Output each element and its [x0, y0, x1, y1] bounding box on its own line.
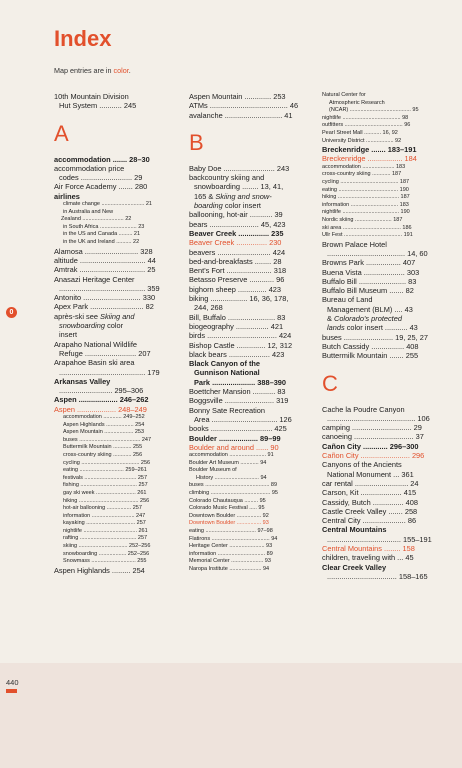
index-entry: Anasazi Heritage Center — [54, 274, 135, 284]
index-entry: hiking ........................................ 187 — [322, 194, 410, 201]
index-entry: Bent's Fort ...................... 318 — [189, 266, 287, 276]
index-entry: Buffalo Bill Museum ....... 82 — [322, 286, 414, 296]
index-entry: Central City ..................... 86 — [322, 516, 417, 526]
index-entry: codes ......................... 29 — [59, 173, 143, 183]
index-entry: insert — [59, 330, 78, 340]
index-entry: Bill, Buffalo ....................... 83 — [189, 312, 286, 322]
index-entry: in Australia and New — [63, 208, 114, 215]
index-entry: Cassidy, Butch ............... 408 — [322, 497, 418, 507]
index-entry: Boettcher Mansion ........... 83 — [189, 387, 286, 397]
index-entry: 10th Mountain Division — [54, 92, 129, 101]
index-entry: Buttermilk Mountain ............ 255 — [63, 444, 143, 451]
index-map-entry: Central Mountains ........ 158 — [322, 544, 415, 553]
index-entry: Downtown Boulder ................ 92 — [189, 512, 269, 519]
index-entry: (NCAR) ........................................ 95 — [329, 107, 419, 114]
index-entry: skiing ................................ 252–256 — [63, 543, 151, 550]
index-entry: Bureau of Land — [322, 295, 373, 305]
index-entry: nightlife ..................................... 190 — [322, 209, 410, 216]
index-entry: après-ski see Skiing and — [54, 311, 135, 321]
index-entry: boarding color insert — [194, 201, 261, 211]
index-entry: Arapahoe Basin ski area — [54, 358, 135, 368]
index-entry: avalanche ............................ 41 — [189, 110, 293, 120]
index-entry: cycling ...................................... 256 — [63, 459, 151, 466]
index-entry: History ............................. 94 — [196, 474, 267, 481]
index-entry: kayaking ................................ 257 — [63, 520, 146, 527]
index-entry: festivals .................................. 257 — [63, 474, 148, 481]
index-entry: accommodation ..................... 183 — [322, 163, 406, 170]
index-entry: Brown Palace Hotel — [322, 239, 387, 249]
index-entry: cross-country skiing ............ 187 — [322, 171, 402, 178]
index-entry: Park ..................... 388–390 — [194, 377, 287, 387]
index-entry: Pearl Street Mall ........... 16, 92 — [322, 129, 398, 136]
index-entry: Flatirons ...................................... 94 — [189, 535, 278, 542]
index-entry: Management (BLM) .... 43 — [327, 304, 413, 314]
index-entry: biogeography ................ 421 — [189, 321, 284, 331]
index-entry: information ............................ 247 — [63, 512, 146, 519]
intro-color-word: color — [113, 66, 129, 75]
index-column-3 — [322, 92, 447, 581]
italic-cross-reference: Skiing and snow- — [215, 191, 272, 201]
index-entry: Buffalo Bill ....................... 83 — [322, 276, 417, 286]
index-entry: Butch Cassidy ................ 408 — [322, 341, 419, 351]
index-entry: lands color insert ........... 43 — [327, 323, 418, 333]
italic-cross-reference: snowboarding — [59, 321, 106, 331]
index-entry: cross-country skiing ............ 256 — [63, 451, 143, 458]
index-entry: beavers .......................... 424 — [189, 247, 286, 257]
index-entry: eating ....................................... 190 — [322, 186, 409, 193]
index-entry: ........................................... 106 — [327, 413, 430, 423]
index-entry: ballooning, hot-air ........... 39 — [189, 210, 283, 220]
index-entry: information ............................... 89 — [189, 550, 273, 557]
index-entry: .................................. 158–165 — [327, 571, 428, 581]
index-entry: Natural Center for — [322, 92, 366, 98]
index-entry: Browns Park ................. 407 — [322, 258, 416, 268]
index-entry: University District .................. 92 — [322, 137, 402, 144]
index-entry: ...................................... 14, 60 — [327, 248, 428, 258]
index-entry: altitude ................................ 44 — [54, 255, 156, 265]
index-entry: bears ........................ 45, 423 — [189, 219, 286, 229]
index-entry: hot-air ballooning ................ 257 — [63, 505, 142, 512]
index-entry: biking .................. 16, 36, 178, — [189, 294, 289, 304]
index-entry: Ullr Fest ...................................... 191 — [322, 232, 413, 239]
index-entry: Aspen ................... 246–262 — [54, 395, 149, 405]
index-entry: information ............................... 183 — [322, 201, 409, 208]
index-entry: black bears .................... 423 — [189, 349, 285, 359]
index-entry: & Colorado's protected — [327, 314, 402, 324]
index-entry: Arkansas Valley — [54, 376, 111, 386]
index-entry: snowboarding .................. 252–256 — [63, 550, 150, 557]
index-entry: Refuge ......................... 207 — [59, 348, 151, 358]
page-title: Index — [54, 26, 112, 51]
index-entry: in the UK and Ireland .......... 22 — [63, 239, 140, 246]
index-entry: in South Africa ........................ 23 — [63, 223, 145, 230]
index-entry: 244, 268 — [194, 303, 223, 313]
index-entry: Hut System ........... 245 — [59, 101, 137, 111]
index-entry: climate change ............................ 21 — [63, 201, 152, 208]
index-entry: .......................................... 359 — [59, 283, 160, 293]
index-entry: accommodation ....... 28–30 — [54, 154, 150, 164]
italic-cross-reference: Skiing and — [100, 311, 135, 321]
index-entry: in the US and Canada ......... 21 — [63, 231, 141, 238]
index-map-entry: Aspen ................... 248–249 — [54, 404, 147, 414]
index-entry: Central Mountains — [322, 525, 387, 535]
italic-cross-reference: Colorado's protected — [333, 314, 402, 324]
index-entry: accommodation ........................ 91 — [189, 452, 274, 459]
index-entry: Bonny Sate Recreation — [189, 405, 266, 415]
chapter-number-badge: 0 — [6, 307, 17, 318]
index-entry: snowboarding ........ 13, 41, — [194, 182, 284, 192]
index-entry: eating ................................. 97–98 — [189, 528, 273, 535]
index-entry: Aspen Mountain ............. 253 — [189, 92, 286, 101]
index-entry: Apex Park .......................... 82 — [54, 302, 154, 312]
index-entry: Atmospheric Research — [329, 99, 385, 106]
index-entry: .......................................... 179 — [59, 367, 160, 377]
index-entry: Arapaho National Wildlife — [54, 339, 137, 349]
index-entry: National Monument ... 361 — [327, 469, 414, 479]
index-entry: Cache la Poudre Canyon — [322, 404, 405, 414]
index-entry: Baby Doe ......................... 243 — [189, 163, 290, 173]
index-map-entry: Boulder and around ...... 90 — [189, 442, 279, 452]
page-number-bar — [6, 689, 17, 693]
index-entry: Clear Creek Valley — [322, 562, 387, 572]
index-entry: climbing ....................................... 95 — [189, 490, 278, 497]
index-entry: Memorial Center ..................... 93 — [189, 558, 271, 565]
intro-text: Map entries are in — [54, 66, 112, 75]
index-entry: airlines — [54, 191, 80, 201]
index-entry: buses .......................................... 89 — [189, 482, 278, 489]
index-entry: bed-and-breakfasts ........ 28 — [189, 256, 282, 266]
index-entry: eating ............................. 259–261 — [63, 467, 147, 474]
index-entry: Boggsville ........................ 319 — [189, 396, 289, 406]
index-entry: Boulder Art Museum ............ 94 — [189, 459, 267, 466]
index-entry: Canyons of the Ancients — [322, 460, 402, 470]
index-map-entry: Downtown Boulder ................ 93 — [189, 520, 269, 527]
index-entry: buses ........................................ 247 — [63, 436, 152, 443]
index-entry: backcountry skiing and — [189, 173, 265, 183]
index-entry: Area ................................ 126 — [194, 414, 292, 424]
index-entry: buses ........................ 19, 25, 27 — [322, 332, 428, 342]
index-entry: Betasso Preserve ............ 96 — [189, 275, 285, 285]
index-entry: gay ski week .......................... 261 — [63, 489, 147, 496]
index-entry: Colorado Music Festival ..... 95 — [189, 505, 265, 512]
index-entry: car rental .......................... 24 — [322, 478, 419, 488]
index-entry: outfitters ...................................... 96 — [322, 122, 411, 129]
index-entry: nightlife ...................................... 98 — [322, 114, 409, 121]
index-entry: Castle Creek Valley ....... 258 — [322, 506, 418, 516]
section-letter-b: B — [189, 129, 204, 155]
index-entry: hiking ....................................... 256 — [63, 497, 150, 504]
index-entry: Alamosa .......................... 328 — [54, 246, 153, 256]
index-entry: .......................... 295–306 — [59, 386, 144, 396]
index-entry: .................................... 155–191 — [327, 534, 432, 544]
index-entry: ski area ...................................... 186 — [322, 224, 412, 231]
index-entry: Zealand ........................... 22 — [61, 216, 132, 223]
index-entry: children, traveling with ... 45 — [322, 553, 414, 563]
index-entry: 165 & Skiing and snow- — [194, 191, 272, 201]
index-entry: Bishop Castle .............. 12, 312 — [189, 340, 293, 350]
index-map-entry: Breckenridge ................. 184 — [322, 154, 417, 164]
intro-end: . — [128, 66, 131, 75]
italic-cross-reference: boarding — [194, 201, 223, 211]
index-entry: camping ............................. 29 — [322, 423, 422, 433]
index-entry: Cañon City ............ 296–300 — [322, 441, 419, 451]
index-entry: ATMs ...................................... 46 — [189, 101, 299, 111]
index-entry: Colorado Chautauqua ......... 95 — [189, 497, 266, 504]
index-entry: Air Force Academy ....... 280 — [54, 182, 148, 192]
index-entry: Antonito ............................ 330 — [54, 293, 156, 303]
map-entries-note — [54, 66, 131, 75]
index-entry: cycling ...................................... 187 — [322, 178, 410, 185]
index-entry: birds .................................. 424 — [189, 331, 292, 341]
index-entry: Nordic skiing ........................ 187 — [322, 216, 403, 223]
index-entry: fishing ..................................... 257 — [63, 482, 148, 489]
index-column-1 — [54, 92, 178, 575]
index-entry: Aspen Mountain ................... 253 — [63, 429, 145, 436]
index-entry: Heritage Center ....................... 93 — [189, 543, 273, 550]
index-entry: Boulder ................... 89–99 — [189, 433, 281, 443]
section-letter-c: C — [322, 370, 338, 396]
index-map-entry: Beaver Creek ............... 230 — [189, 238, 282, 248]
index-entry: bighorn sheep .............. 423 — [189, 284, 282, 294]
index-entry: Snowmass ............................. 255 — [63, 558, 147, 565]
index-entry: books .............................. 425 — [189, 424, 287, 434]
index-entry: Beaver Creek ............... 235 — [189, 228, 284, 238]
index-entry: Buena Vista .................... 303 — [322, 267, 420, 277]
index-entry: Black Canyon of the — [189, 359, 261, 369]
index-entry: rafting ..................................... 257 — [63, 535, 148, 542]
index-map-entry: Cañon City ........................ 296 — [322, 451, 425, 461]
index-entry: Boulder Museum of — [189, 467, 237, 474]
index-entry: Aspen Highlands ......... 254 — [54, 565, 145, 575]
page-bottom-band — [0, 663, 462, 768]
index-entry: accommodation ............ 249–252 — [63, 413, 145, 420]
index-column-2 — [189, 92, 309, 574]
index-entry: Naropa Institute ..................... 94 — [189, 566, 270, 572]
index-entry: Amtrak ................................ 25 — [54, 265, 156, 275]
index-entry: Buttermilk Mountain ....... 255 — [322, 351, 419, 361]
page-number: 440 — [6, 678, 19, 687]
index-entry: nightlife ................................... 261 — [63, 527, 148, 534]
section-letter-a: A — [54, 120, 69, 146]
index-entry: Breckenridge ....... 183–191 — [322, 145, 417, 155]
index-entry: accommodation price — [54, 163, 125, 173]
italic-cross-reference: lands — [327, 323, 345, 333]
index-entry: Gunnison National — [194, 368, 260, 378]
index-entry: canoeing ............................. 37 — [322, 432, 424, 442]
index-entry: Aspen Highlands .................. 254 — [63, 421, 145, 428]
index-entry: snowboarding color — [59, 321, 124, 331]
index-entry: Carson, Kit .................... 415 — [322, 488, 417, 498]
